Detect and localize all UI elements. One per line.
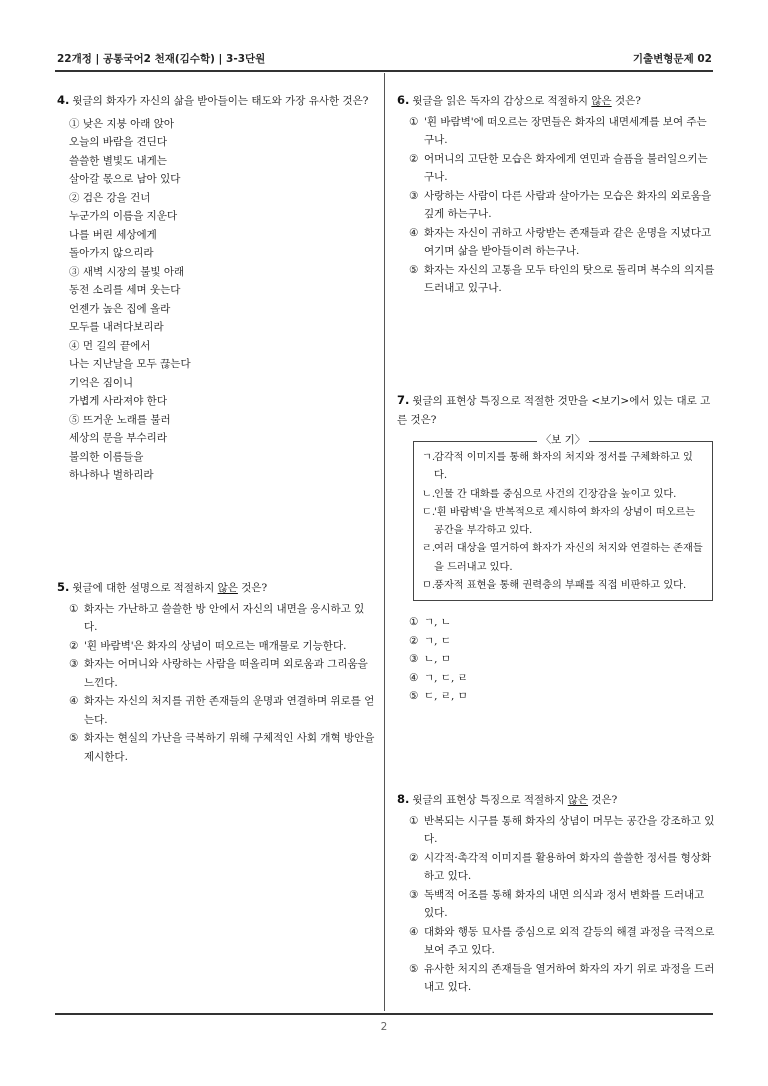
option-text: 화자는 자신이 귀하고 사랑받는 존재들과 같은 운명을 지녔다고 여기며 삶을 받아들이려 하는구나. bbox=[424, 226, 712, 257]
option-mark: ③ bbox=[409, 653, 419, 666]
poem-line: 언젠가 높은 집에 올라 bbox=[69, 302, 171, 315]
poem-line: 누군가의 이름을 지운다 bbox=[69, 210, 178, 222]
q5-option-5[interactable] bbox=[57, 729, 375, 766]
q6-option-2[interactable] bbox=[397, 150, 715, 187]
poem-line: 돌아가지 않으리라 bbox=[69, 247, 154, 259]
bogi-text: 풍자적 표현을 통해 권력층의 부패를 직접 비판하고 있다. bbox=[434, 580, 687, 592]
option-text: 어머니의 고단한 모습은 화자에게 연민과 슬픔을 불러일으키는 구나. bbox=[424, 152, 708, 183]
q7-option-4[interactable] bbox=[397, 669, 715, 688]
question-4-number: 4. bbox=[57, 93, 70, 107]
option-mark: ③ bbox=[69, 658, 79, 670]
bogi-text: 여러 대상을 열거하여 화자가 자신의 처지와 연결하는 존재들을 드러내고 있다. bbox=[434, 543, 703, 573]
question-5-emphasis: 않은 bbox=[217, 582, 238, 594]
poem-line: 먼 길의 끝에서 bbox=[82, 339, 151, 352]
page-number: 2 bbox=[380, 1021, 388, 1033]
option-mark: ⑤ bbox=[409, 263, 419, 276]
bogi-item bbox=[422, 577, 704, 595]
bogi-mark: ㄹ. bbox=[422, 543, 436, 555]
question-6-text: 윗글을 읽은 독자의 감상으로 적절하지 bbox=[412, 95, 592, 107]
option-text: 대화와 행동 묘사를 중심으로 외적 갈등의 해결 과정을 극적으로 보여 주고 있다. bbox=[424, 925, 715, 956]
question-8-text-end: 것은? bbox=[588, 794, 618, 806]
bogi-box bbox=[413, 434, 713, 601]
option-text: '흰 바람벽'은 화자의 상념이 떠오르는 매개물로 기능한다. bbox=[84, 639, 347, 652]
option-mark: ② bbox=[409, 152, 419, 165]
poem-line: 세상의 문을 부수리라 bbox=[69, 432, 167, 444]
bogi-item bbox=[422, 449, 704, 486]
question-5-text-end: 것은? bbox=[237, 582, 268, 594]
question-4-text: 윗글의 화자가 자신의 삶을 받아들이는 태도와 가장 유사한 것은? bbox=[72, 95, 369, 107]
option-text: 화자는 자신의 고통을 모두 타인의 탓으로 돌리며 복수의 의지를 드러내고 있구나. bbox=[424, 263, 715, 294]
question-8-options bbox=[397, 812, 715, 997]
bogi-content bbox=[413, 441, 713, 601]
bogi-item bbox=[422, 486, 704, 504]
question-5 bbox=[57, 578, 375, 766]
option-mark: ③ bbox=[409, 189, 419, 202]
header-subject: 22개정 | 공통국어2 천재(김수학) | 3-3단원 bbox=[57, 53, 266, 65]
option-mark: ① bbox=[69, 602, 79, 615]
bogi-mark: ㄱ. bbox=[422, 452, 436, 463]
question-8 bbox=[397, 790, 715, 997]
question-7-stem bbox=[397, 391, 715, 429]
option-text: 시각적·촉각적 이미지를 활용하여 화자의 쓸쓸한 정서를 형상화하고 있다. bbox=[424, 851, 712, 882]
q6-option-5[interactable] bbox=[397, 261, 715, 298]
q4-option-2[interactable] bbox=[69, 189, 375, 263]
q6-option-3[interactable] bbox=[397, 187, 715, 224]
poem-line: 불의한 이름들을 bbox=[69, 450, 144, 463]
q5-option-2[interactable] bbox=[57, 637, 375, 656]
option-mark: ④ bbox=[409, 226, 419, 239]
option-mark: ① bbox=[409, 115, 419, 128]
option-text: ㄱ, ㄷ bbox=[424, 634, 451, 647]
option-text: 화자는 가난하고 쓸쓸한 방 안에서 자신의 내면을 응시하고 있다. bbox=[84, 602, 365, 633]
q7-option-1[interactable] bbox=[397, 613, 715, 632]
option-text: 반복되는 시구를 통해 화자의 상념이 머무는 공간을 강조하고 있다. bbox=[424, 814, 715, 845]
poem-line: 뜨거운 노래를 불러 bbox=[82, 413, 171, 426]
q7-option-5[interactable] bbox=[397, 687, 715, 706]
q6-option-4[interactable] bbox=[397, 224, 715, 261]
poem-line: 살아갈 몫으로 남아 있다 bbox=[69, 173, 181, 185]
option-text: ㄷ, ㄹ, ㅁ bbox=[424, 690, 468, 703]
question-6 bbox=[397, 91, 715, 298]
question-6-number: 6. bbox=[397, 93, 410, 107]
q7-option-2[interactable] bbox=[397, 632, 715, 651]
q4-option-4[interactable] bbox=[69, 337, 375, 411]
poem-line: 하나하나 벌하리라 bbox=[69, 469, 154, 481]
bogi-label-text: 〈보 기〉 bbox=[537, 434, 590, 446]
q4-option-1[interactable] bbox=[69, 115, 375, 189]
bogi-mark: ㅁ. bbox=[422, 580, 436, 592]
bogi-item bbox=[422, 504, 704, 541]
option-mark: ④ bbox=[409, 925, 419, 938]
option-mark: ④ bbox=[409, 671, 419, 684]
q4-option-3[interactable] bbox=[69, 263, 375, 337]
poem-line: 나는 지난날을 모두 끊는다 bbox=[69, 358, 191, 370]
question-4-stem bbox=[57, 91, 375, 111]
bogi-text: 감각적 이미지를 통해 화자의 처지와 정서를 구체화하고 있다. bbox=[434, 452, 693, 482]
option-mark: ② bbox=[409, 634, 419, 647]
option-mark: ② bbox=[409, 851, 419, 864]
q8-option-1[interactable] bbox=[397, 812, 715, 849]
option-mark: ④ bbox=[69, 339, 80, 352]
question-4 bbox=[57, 91, 375, 485]
header-title: 기출변형문제 02 bbox=[632, 53, 712, 65]
option-text: ㄱ, ㄷ, ㄹ bbox=[424, 671, 468, 684]
question-6-text-end: 것은? bbox=[611, 95, 641, 107]
poem-line: 나를 버린 세상에게 bbox=[69, 228, 157, 241]
option-mark: ② bbox=[69, 639, 79, 652]
option-mark: ① bbox=[409, 616, 419, 629]
option-text: 화자는 어머니와 사랑하는 사람을 떠올리며 외로움과 그리움을 느낀다. bbox=[84, 658, 368, 689]
question-5-number: 5. bbox=[57, 580, 70, 594]
poem-line: 모두를 내려다보리라 bbox=[69, 321, 164, 333]
bogi-text: 인물 간 대화를 중심으로 사건의 긴장감을 높이고 있다. bbox=[434, 488, 677, 500]
option-mark: ③ bbox=[409, 888, 419, 901]
option-text: ㄴ, ㅁ bbox=[424, 653, 451, 666]
question-5-text: 윗글에 대한 설명으로 적절하지 bbox=[72, 582, 218, 594]
poem-line: 새벽 시장의 불빛 아래 bbox=[82, 265, 185, 278]
q8-option-5[interactable] bbox=[397, 960, 715, 997]
question-8-text: 윗글의 표현상 특징으로 적절하지 bbox=[412, 794, 568, 806]
question-8-stem bbox=[397, 790, 715, 810]
bogi-text: '흰 바람벽'을 반복적으로 제시하여 화자의 상념이 떠오르는 공간을 부각하고 있다. bbox=[434, 506, 696, 537]
question-5-options bbox=[57, 600, 375, 767]
option-text: 독백적 어조를 통해 화자의 내면 의식과 정서 변화를 드러내고 있다. bbox=[424, 888, 705, 919]
bogi-mark: ㄷ. bbox=[422, 506, 436, 518]
column-divider bbox=[384, 73, 385, 1011]
poem-line: 오늘의 바람을 견딘다 bbox=[69, 136, 167, 148]
question-6-emphasis: 않은 bbox=[591, 95, 612, 107]
q4-option-5[interactable] bbox=[69, 411, 375, 485]
poem-line: 낮은 지붕 아래 앉아 bbox=[82, 117, 175, 130]
question-8-number: 8. bbox=[397, 792, 410, 806]
q8-option-2[interactable] bbox=[397, 849, 715, 886]
q8-option-4[interactable] bbox=[397, 923, 715, 960]
question-6-options bbox=[397, 113, 715, 298]
question-7-number: 7. bbox=[397, 393, 410, 407]
option-text: 화자는 자신의 처지를 귀한 존재들의 운명과 연결하며 위로를 얻는다. bbox=[84, 695, 375, 726]
poem-line: 가볍게 사라져야 한다 bbox=[69, 395, 167, 407]
option-mark: ① bbox=[69, 117, 80, 130]
option-mark: ⑤ bbox=[409, 690, 419, 703]
option-text: 유사한 처지의 존재들을 열거하여 화자의 자기 위로 과정을 드러내고 있다. bbox=[424, 962, 715, 993]
q8-option-3[interactable] bbox=[397, 886, 715, 923]
poem-line: 동전 소리를 세며 웃는다 bbox=[69, 284, 181, 296]
option-mark: ⑤ bbox=[69, 413, 80, 426]
poem-line: 쓸쓸한 별빛도 내게는 bbox=[69, 154, 167, 167]
question-6-stem bbox=[397, 91, 715, 111]
option-mark: ⑤ bbox=[409, 962, 419, 975]
option-text: 사랑하는 사람이 다른 사람과 살아가는 모습은 화자의 외로움을 깊게 하는구나. bbox=[424, 189, 712, 220]
poem-line: 기억은 짐이니 bbox=[69, 376, 134, 389]
q6-option-1[interactable] bbox=[397, 113, 715, 150]
option-mark: ⑤ bbox=[69, 732, 79, 744]
question-5-stem bbox=[57, 578, 375, 598]
option-text: ㄱ, ㄴ bbox=[424, 616, 451, 629]
option-mark: ① bbox=[409, 814, 419, 827]
q5-option-3[interactable] bbox=[57, 655, 375, 692]
question-7 bbox=[397, 391, 715, 706]
bogi-item bbox=[422, 540, 704, 577]
poem-line: 검은 강을 건너 bbox=[82, 191, 151, 204]
q5-option-1[interactable] bbox=[57, 600, 375, 637]
option-text: 화자는 현실의 가난을 극복하기 위해 구체적인 사회 개혁 방안을 제시한다. bbox=[84, 732, 375, 763]
top-rule bbox=[55, 70, 713, 72]
bogi-label bbox=[413, 431, 713, 450]
option-mark: ② bbox=[69, 191, 80, 204]
q5-option-4[interactable] bbox=[57, 692, 375, 729]
bogi-mark: ㄴ. bbox=[422, 488, 436, 500]
q7-option-3[interactable] bbox=[397, 650, 715, 669]
option-mark: ③ bbox=[69, 265, 80, 278]
option-mark: ④ bbox=[69, 695, 79, 707]
question-7-options bbox=[397, 613, 715, 706]
question-7-text: 윗글의 표현상 특징으로 적절한 것만을 <보기>에서 있는 대로 고른 것은? bbox=[397, 395, 711, 426]
bottom-rule bbox=[55, 1013, 713, 1015]
option-text: '흰 바람벽'에 떠오르는 장면들은 화자의 내면세계를 보여 주는구나. bbox=[424, 115, 707, 146]
question-8-emphasis: 않은 bbox=[567, 794, 589, 806]
question-4-options bbox=[57, 115, 375, 485]
